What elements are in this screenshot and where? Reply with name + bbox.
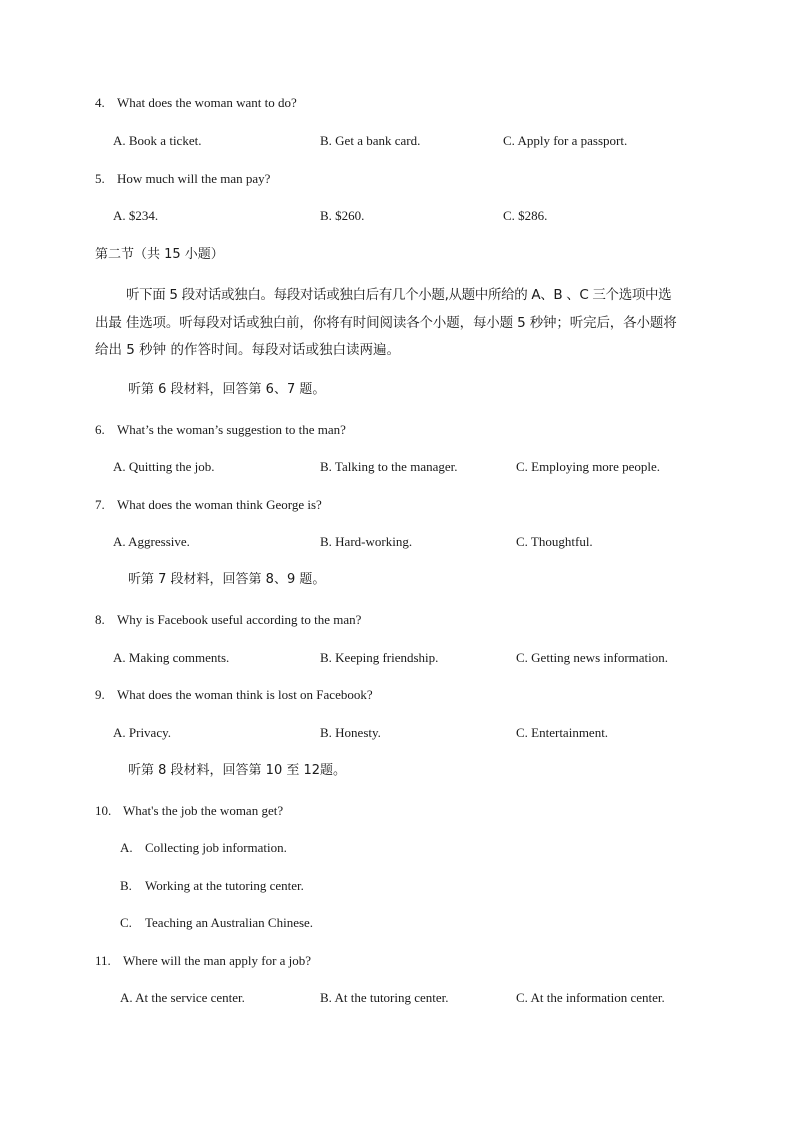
option-text: Collecting job information.: [145, 840, 287, 855]
question-9: [95, 687, 373, 703]
q6-option-c: C. Employing more people.: [516, 459, 661, 474]
q8-option-b: B. Keeping friendship.: [320, 650, 439, 665]
question-stem: How much will the man pay?: [117, 171, 271, 186]
question-number: 6.: [95, 422, 105, 437]
question-number: 10.: [95, 803, 112, 818]
question-11: [95, 953, 311, 969]
q7-option-a: A. Aggressive.: [113, 534, 190, 549]
material-6-note: 听第 6 段材料，回答第 6、7 题。: [128, 382, 326, 397]
question-4: [95, 95, 297, 111]
q4-option-b: B. Get a bank card.: [320, 133, 421, 148]
q9-option-a: A. Privacy.: [113, 725, 172, 740]
q5-option-c: C. $286.: [503, 208, 548, 223]
question-stem: Where will the man apply for a job?: [123, 953, 312, 968]
section-instructions-line-3: 给出 5 秒钟 的作答时间。每段对话或独白读两遍。: [95, 342, 400, 358]
question-6: [95, 422, 346, 438]
section-instructions-line-1: 听下面 5 段对话或独白。每段对话或独白后有几个小题,从题中所给的 A、B 、C 三个选项中选: [126, 287, 672, 303]
q11-option-c: C. At the information center.: [516, 990, 665, 1005]
question-number: 11.: [95, 953, 111, 968]
option-letter: A.: [120, 840, 133, 855]
question-stem: What does the woman think is lost on Facebook?: [117, 687, 373, 702]
q11-option-b: B. At the tutoring center.: [320, 990, 449, 1005]
question-number: 9.: [95, 687, 105, 702]
q9-option-c: C. Entertainment.: [516, 725, 609, 740]
q4-option-c: C. Apply for a passport.: [503, 133, 628, 148]
q7-option-b: B. Hard-working.: [320, 534, 413, 549]
question-number: 4.: [95, 95, 105, 110]
question-stem: What does the woman think George is?: [117, 497, 322, 512]
section-instructions-line-2: 出最 佳选项。听每段对话或独白前，你将有时间阅读各个小题，每小题 5 秒钟；听完后，各小题将: [95, 315, 677, 331]
q8-option-c: C. Getting news information.: [516, 650, 669, 665]
option-letter: B.: [120, 878, 132, 893]
q10-option-c: [120, 915, 313, 931]
q9-option-b: B. Honesty.: [320, 725, 381, 740]
option-text: Working at the tutoring center.: [145, 878, 304, 893]
question-stem: What's the job the woman get?: [123, 803, 284, 818]
q7-option-c: C. Thoughtful.: [516, 534, 593, 549]
q6-option-a: A. Quitting the job.: [113, 459, 215, 474]
q5-option-b: B. $260.: [320, 208, 365, 223]
option-text: Teaching an Australian Chinese.: [145, 915, 314, 930]
question-10: [95, 803, 283, 819]
q5-option-a: A. $234.: [113, 208, 159, 223]
q10-option-a: [120, 840, 287, 856]
question-stem: What does the woman want to do?: [117, 95, 297, 110]
q8-option-a: A. Making comments.: [113, 650, 230, 665]
question-5: [95, 171, 270, 187]
material-8-note: 听第 8 段材料，回答第 10 至 12题。: [128, 763, 347, 778]
question-number: 8.: [95, 612, 105, 627]
question-number: 7.: [95, 497, 105, 512]
question-8: [95, 612, 361, 628]
question-number: 5.: [95, 171, 105, 186]
q6-option-b: B. Talking to the manager.: [320, 459, 458, 474]
q4-option-a: A. Book a ticket.: [113, 133, 202, 148]
option-letter: C.: [120, 915, 132, 930]
question-stem: What’s the woman’s suggestion to the man?: [117, 422, 346, 437]
q10-option-b: [120, 878, 304, 894]
material-7-note: 听第 7 段材料，回答第 8、9 题。: [128, 572, 326, 587]
section-heading: 第二节（共 15 小题）: [95, 247, 224, 262]
question-7: [95, 497, 322, 513]
question-stem: Why is Facebook useful according to the man?: [117, 612, 362, 627]
q11-option-a: A. At the service center.: [120, 990, 245, 1005]
